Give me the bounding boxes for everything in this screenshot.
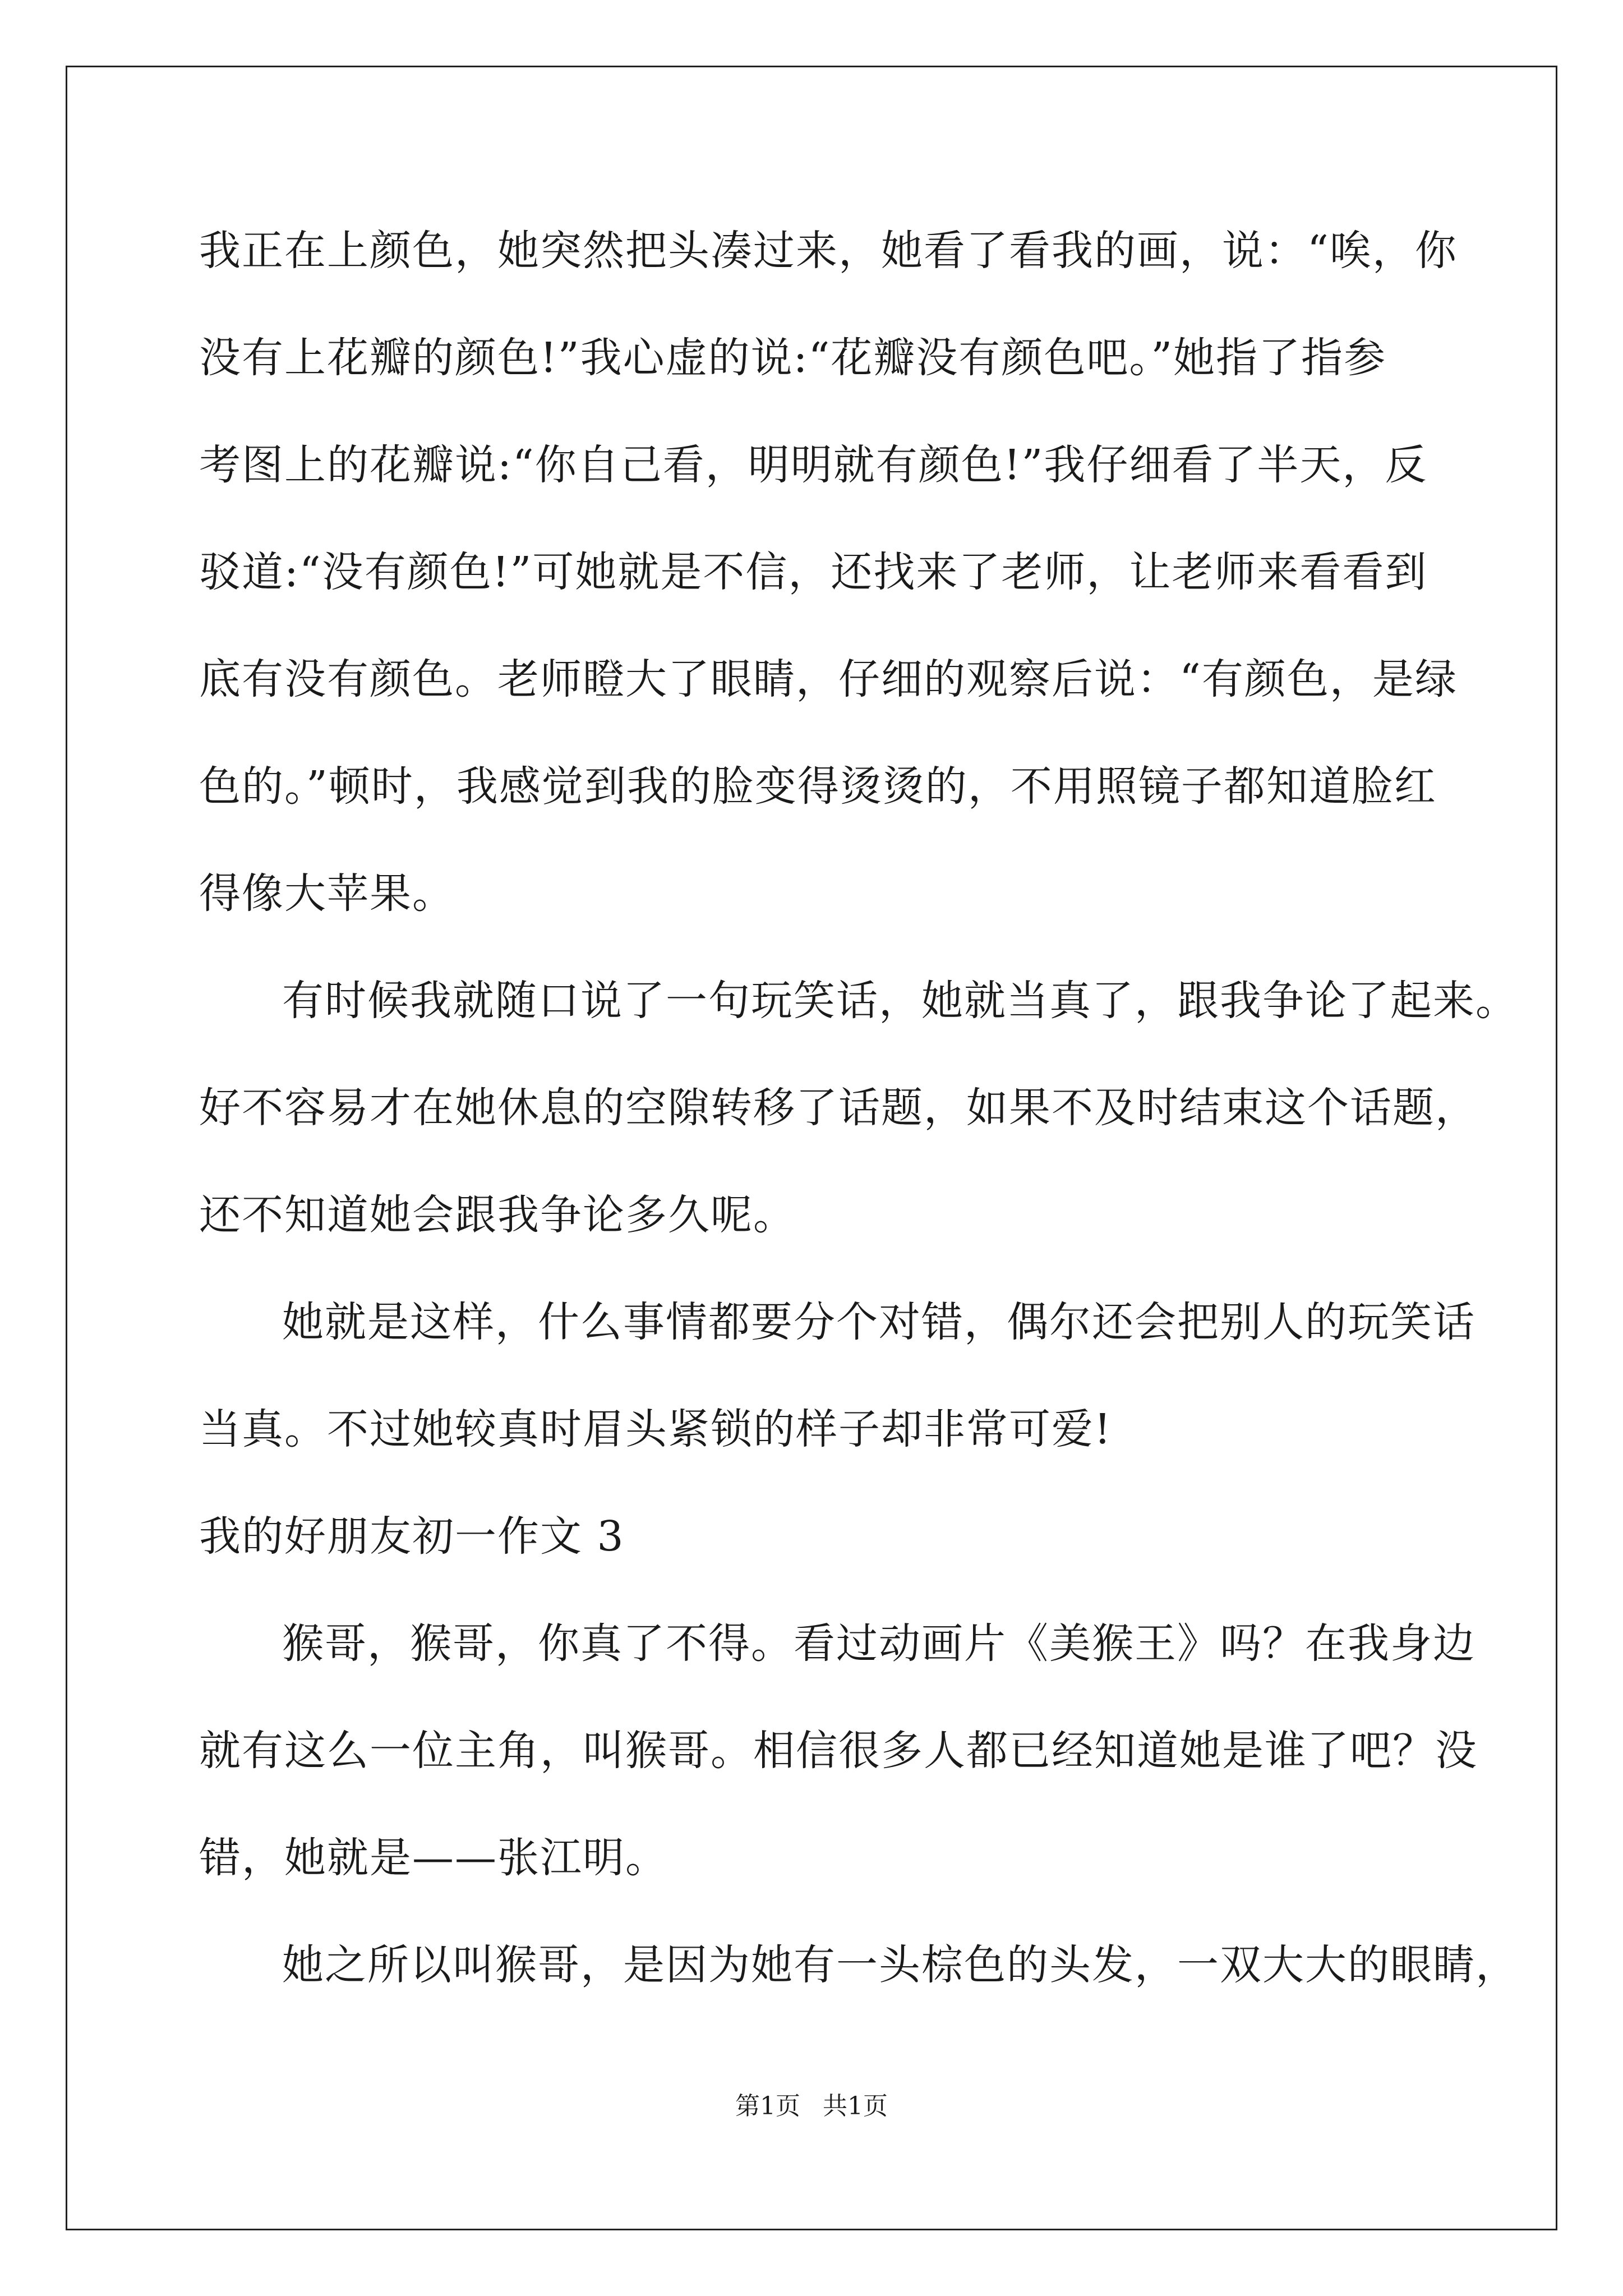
page-number: 第1页 (735, 2092, 800, 2120)
text-line: 驳道:“没有颜色!”可她就是不信，还找来了老师，让老师来看看到 (199, 548, 1428, 596)
document-body (199, 208, 1518, 2029)
paragraph-start-line: 有时候我就随口说了一句玩笑话，她就当真了，跟我争论了起来。 (282, 977, 1518, 1025)
text-line: 好不容易才在她休息的空隙转移了话题，如果不及时结束这个话题， (199, 1084, 1478, 1132)
paragraph-start-line: 猴哥，猴哥，你真了不得。看过动画片《美猴王》吗？在我身边 (282, 1619, 1476, 1668)
paragraph-start-line: 她之所以叫猴哥，是因为她有一头棕色的头发，一双大大的眼睛， (282, 1941, 1518, 1989)
page-footer (0, 2090, 1623, 2123)
text-line: 考图上的花瓣说:“你自己看，明明就有颜色!”我仔细看了半天，反 (199, 441, 1428, 489)
text-line: 当真。不过她较真时眉头紧锁的样子却非常可爱! (199, 1405, 1112, 1453)
text-line: 错，她就是——张江明。 (199, 1834, 668, 1882)
paragraph-start-line: 她就是这样，什么事情都要分个对错，偶尔还会把别人的玩笑话 (282, 1298, 1476, 1346)
text-line: 就有这么一位主角，叫猴哥。相信很多人都已经知道她是谁了吧？没 (199, 1727, 1478, 1775)
text-line: 我正在上颜色，她突然把头凑过来，她看了看我的画，说：“唉，你 (199, 227, 1458, 275)
text-line: 还不知道她会跟我争论多久呢。 (199, 1191, 796, 1239)
section-heading: 我的好朋友初一作文 3 (199, 1512, 625, 1561)
text-line: 色的。”顿时，我感觉到我的脸变得烫烫的，不用照镜子都知道脸红 (199, 762, 1437, 811)
text-line: 得像大苹果。 (199, 869, 455, 918)
text-line: 没有上花瓣的颜色!”我心虚的说:“花瓣没有颜色吧。”她指了指参 (199, 334, 1387, 382)
page-total: 共1页 (823, 2092, 888, 2120)
text-line: 底有没有颜色。老师瞪大了眼睛，仔细的观察后说：“有颜色，是绿 (199, 655, 1458, 703)
